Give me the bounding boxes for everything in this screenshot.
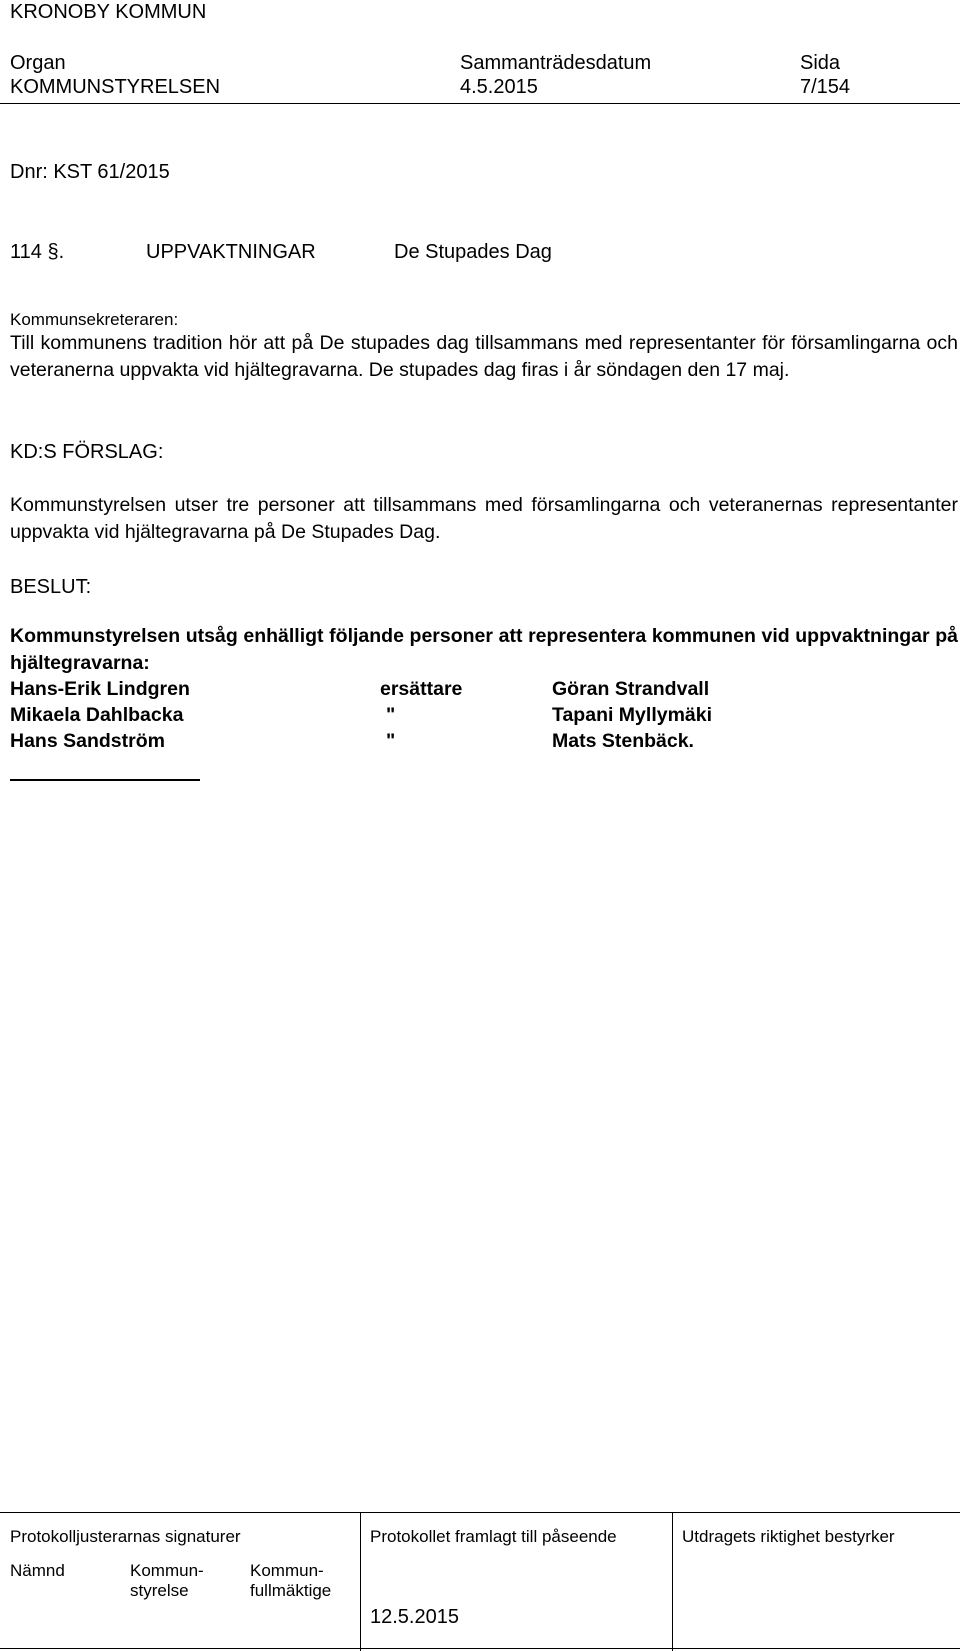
kommunfullmaktige-label-line-1: Kommun- (250, 1561, 324, 1580)
organ-label: Organ (10, 52, 66, 74)
presented-label: Protokollet framlagt till påseende (370, 1527, 617, 1546)
kommunfullmaktige-column-label (250, 1561, 331, 1601)
decision-heading: BESLUT: (10, 576, 92, 598)
date-value: 4.5.2015 (460, 76, 538, 98)
certified-label: Utdragets riktighet bestyrker (682, 1527, 895, 1546)
presented-date: 12.5.2015 (370, 1606, 459, 1628)
page-label: Sida (800, 52, 841, 74)
substitute-name: Tapani Myllymäki (552, 704, 713, 726)
section-subtitle: De Stupades Dag (394, 241, 552, 263)
end-rule (10, 779, 200, 781)
footer-bottom-border (0, 1648, 960, 1649)
dnr: Dnr: KST 61/2015 (10, 161, 170, 183)
role: ersättare (380, 678, 463, 700)
date-label: Sammanträdesdatum (460, 52, 652, 74)
kommunfullmaktige-label-line-2: fullmäktige (250, 1581, 332, 1600)
role: " (386, 730, 396, 752)
section-title: UPPVAKTNINGAR (146, 241, 316, 263)
intro-paragraph: Till kommunens tradition hör att på De stupades dag tillsammans med representanter för församlingarna och veteranerna uppvakta vid hjältegravarna. De stupades dag firas i år söndagen den 17 maj. (10, 332, 958, 381)
member-name: Hans Sandström (10, 730, 165, 752)
kommunstyrelse-label-line-1: Kommun- (130, 1561, 204, 1580)
proposal-paragraph: Kommunstyrelsen utser tre personer att tillsammans med församlingarna och veteranernas representanter uppvakta vid hjältegravarna på De Stupades Dag. (10, 494, 958, 543)
footer-divider-1 (360, 1512, 361, 1651)
kommunstyrelse-column-label (130, 1561, 204, 1601)
header-divider (0, 103, 960, 104)
page-value: 7/154 (800, 76, 851, 98)
member-name: Mikaela Dahlbacka (10, 704, 184, 726)
proposal-heading: KD:S FÖRSLAG: (10, 441, 164, 463)
decision-paragraph: Kommunstyrelsen utsåg enhälligt följande personer att representera kommunen vid uppvaktningar på hjältegravarna: (10, 625, 958, 674)
section-number: 114 §. (10, 241, 65, 263)
namnd-column-label: Nämnd (10, 1561, 65, 1580)
speaker-label: Kommunsekreteraren: (10, 310, 179, 329)
organ-value: KOMMUNSTYRELSEN (10, 76, 221, 98)
kommunstyrelse-label-line-2: styrelse (130, 1581, 189, 1600)
signatures-label: Protokolljusterarnas signaturer (10, 1527, 241, 1546)
member-name: Hans-Erik Lindgren (10, 678, 190, 700)
substitute-name: Göran Strandvall (552, 678, 710, 700)
municipality-name: KRONOBY KOMMUN (10, 1, 207, 23)
substitute-name: Mats Stenbäck. (552, 730, 694, 752)
role: " (386, 704, 396, 726)
footer-top-border (0, 1512, 960, 1513)
footer-divider-2 (672, 1512, 673, 1651)
